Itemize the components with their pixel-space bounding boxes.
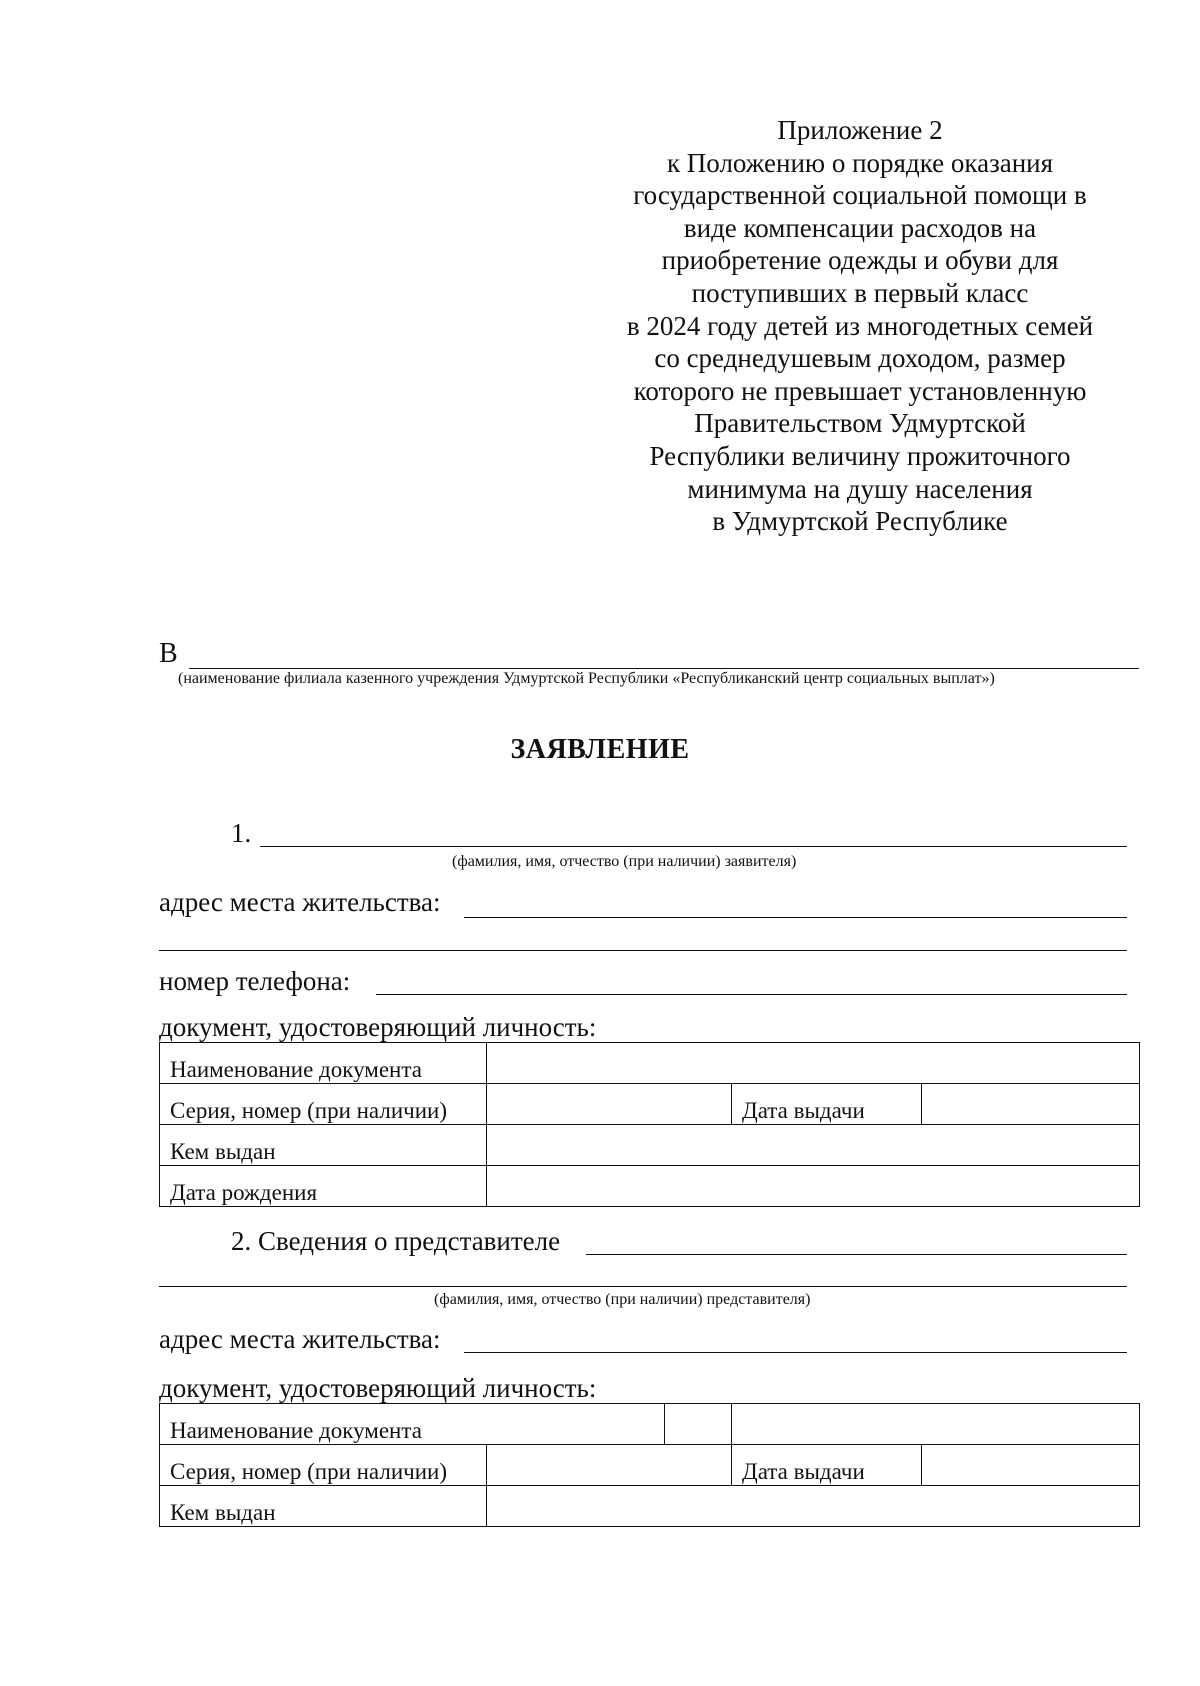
appendix-line: к Положению о порядке оказания	[666, 147, 1054, 178]
appendix-line: в 2024 году детей из многодетных семей	[626, 310, 1094, 341]
appendix-line: Приложение 2	[777, 115, 943, 145]
rep-doc-name-cell[interactable]	[732, 1404, 1140, 1445]
applicant-phone-field[interactable]	[376, 994, 1127, 995]
issued-by-cell[interactable]	[487, 1125, 1140, 1166]
issue-date-cell[interactable]	[922, 1084, 1140, 1125]
birth-date-label: Дата рождения	[160, 1166, 487, 1207]
doc-name-cell[interactable]	[487, 1043, 1140, 1084]
representative-address-field[interactable]	[464, 1352, 1127, 1353]
representative-id-table	[159, 1403, 1140, 1527]
issue-date-label: Дата выдачи	[732, 1084, 922, 1125]
rep-doc-name-cell-part[interactable]	[665, 1404, 731, 1444]
birth-date-cell[interactable]	[487, 1166, 1140, 1207]
representative-name-caption: (фамилия, имя, отчество (при наличии) представителя)	[434, 1291, 811, 1308]
appendix-line: государственной социальной помощи в	[633, 180, 1087, 211]
applicant-phone-label: номер телефона:	[159, 966, 351, 996]
addressee-prefix: В	[159, 638, 178, 669]
applicant-id-label: документ, удостоверяющий личность:	[159, 1012, 597, 1042]
applicant-name-field[interactable]	[260, 846, 1127, 847]
doc-name-label-cell	[160, 1404, 732, 1445]
appendix-line: приобретение одежды и обуви для	[661, 245, 1059, 276]
applicant-address-field[interactable]	[464, 917, 1127, 918]
rep-series-number-label: Серия, номер (при наличии)	[160, 1445, 487, 1486]
applicant-number: 1.	[231, 818, 252, 848]
representative-heading: 2. Сведения о представителе	[231, 1226, 561, 1256]
appendix-line: поступивших в первый класс	[691, 277, 1029, 308]
appendix-line: со среднедушевым доходом, размер	[654, 343, 1066, 374]
addressee-caption: (наименование филиала казенного учреждения Удмуртской Республики «Республиканский центр социальных выплат»)	[178, 670, 995, 687]
applicant-address-field-2[interactable]	[159, 950, 1127, 951]
representative-address-label: адрес места жительства:	[159, 1324, 441, 1354]
applicant-address-label: адрес места жительства:	[159, 887, 441, 917]
table-row	[160, 1445, 1140, 1486]
rep-doc-name-label: Наименование документа	[170, 1404, 665, 1444]
appendix-line: Правительством Удмуртской	[694, 408, 1026, 439]
statement-title: ЗАЯВЛЕНИЕ	[510, 734, 690, 765]
appendix-line: минимума на душу населения	[687, 473, 1033, 504]
series-number-label: Серия, номер (при наличии)	[160, 1084, 487, 1125]
series-number-cell[interactable]	[487, 1084, 732, 1125]
rep-issued-by-cell[interactable]	[487, 1486, 1140, 1527]
applicant-id-table	[159, 1042, 1140, 1207]
representative-name-field[interactable]	[586, 1254, 1127, 1255]
appendix-note	[600, 114, 1120, 538]
appendix-line: в Удмуртской Республике	[712, 506, 1008, 537]
rep-issue-date-cell[interactable]	[922, 1445, 1140, 1486]
appendix-line: которого не превышает установленную	[633, 375, 1087, 406]
addressee-field[interactable]	[189, 668, 1139, 669]
issued-by-label: Кем выдан	[160, 1125, 487, 1166]
rep-issued-by-label: Кем выдан	[160, 1486, 487, 1527]
representative-id-label: документ, удостоверяющий личность:	[159, 1373, 597, 1403]
addressee-row	[159, 638, 1139, 672]
table-row	[160, 1486, 1140, 1527]
table-row	[160, 1084, 1140, 1125]
table-row	[160, 1125, 1140, 1166]
table-row	[160, 1404, 1140, 1445]
doc-name-label: Наименование документа	[160, 1043, 487, 1084]
applicant-name-caption: (фамилия, имя, отчество (при наличии) заявителя)	[452, 853, 797, 870]
table-row	[160, 1043, 1140, 1084]
table-row	[160, 1166, 1140, 1207]
appendix-line: Республики величину прожиточного	[649, 440, 1071, 471]
appendix-line: виде компенсации расходов на	[683, 212, 1037, 243]
rep-issue-date-label: Дата выдачи	[732, 1445, 922, 1486]
rep-series-number-cell[interactable]	[487, 1445, 732, 1486]
representative-name-field-2[interactable]	[159, 1286, 1127, 1287]
